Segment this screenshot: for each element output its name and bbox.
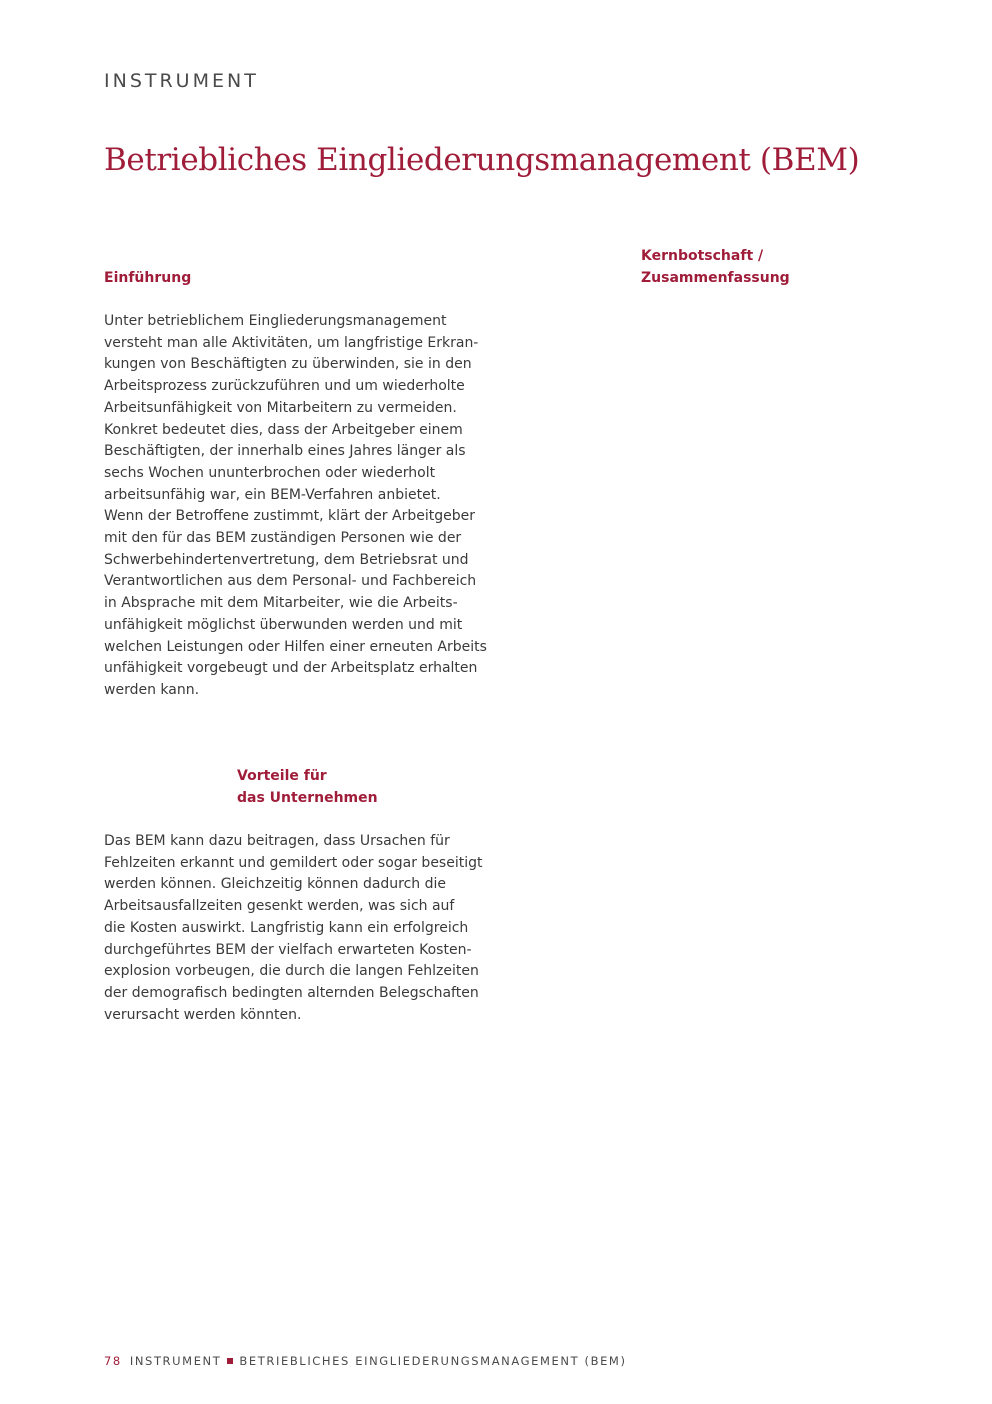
benefits-text-line: Das BEM kann dazu beitragen, dass Ursachen für xyxy=(104,833,450,849)
intro-text-line: unfähigkeit vorgebeugt und der Arbeitsplatz erhalten xyxy=(104,660,478,677)
intro-text-line: unfähigkeit möglichst überwunden werden und mit xyxy=(104,616,463,633)
core-message-heading-line: Kernbotschaft / xyxy=(641,248,764,264)
intro-text-line: Unter betrieblichem Eingliederungsmanagement xyxy=(104,313,447,329)
benefits-heading xyxy=(237,765,378,809)
intro-text-line: Beschäftigten, der innerhalb eines Jahres länger als xyxy=(104,443,466,460)
benefits-heading-line: das Unternehmen xyxy=(237,790,378,806)
benefits-text-line: werden können. Gleichzeitig können dadurch die xyxy=(104,876,447,893)
intro-heading: Einführung xyxy=(104,270,192,286)
section-label: INSTRUMENT xyxy=(104,70,259,92)
benefits-heading-line: Vorteile für xyxy=(237,768,327,784)
footer-title: BETRIEBLICHES EINGLIEDERUNGSMANAGEMENT (BEM) xyxy=(239,1354,627,1368)
benefits-text-line: der demografisch bedingten alternden Belegschaften xyxy=(104,984,479,1001)
benefits-text-line: Fehlzeiten erkannt und gemildert oder sogar beseitigt xyxy=(104,854,483,871)
benefits-text-line: Arbeitsausfallzeiten gesenkt werden, was sich auf xyxy=(104,898,455,915)
intro-text-line: versteht man alle Aktivitäten, um langfristige Erkran- xyxy=(104,334,479,351)
core-message-heading-line: Zusammenfassung xyxy=(641,270,790,286)
intro-text-line: mit den für das BEM zuständigen Personen wie der xyxy=(104,530,462,547)
intro-text-line: in Absprache mit dem Mitarbeiter, wie die Arbeits- xyxy=(104,595,458,612)
page-footer xyxy=(104,1354,627,1368)
footer-section: INSTRUMENT xyxy=(129,1354,222,1368)
intro-text-line: Konkret bedeutet dies, dass der Arbeitgeber einem xyxy=(104,421,463,438)
intro-text-line: werden kann. xyxy=(104,681,200,698)
intro-text-line: arbeitsunfähig war, ein BEM-Verfahren anbietet. xyxy=(104,486,441,503)
intro-text-line: Arbeitsunfähigkeit von Mitarbeitern zu vermeiden. xyxy=(104,399,457,416)
intro-text-line: welchen Leistungen oder Hilfen einer erneuten Arbeits xyxy=(104,638,487,655)
intro-text-line: sechs Wochen ununterbrochen oder wiederholt xyxy=(104,464,436,481)
benefits-paragraph xyxy=(104,831,482,1026)
page-number: 78 xyxy=(104,1354,122,1368)
footer-bullet-icon xyxy=(227,1358,233,1364)
intro-text-line: Arbeitsprozess zurückzuführen und um wiederholte xyxy=(104,378,465,395)
intro-text-line: Verantwortlichen aus dem Personal- und Fachbereich xyxy=(104,573,477,590)
benefits-text-line: explosion vorbeugen, die durch die langen Fehlzeiten xyxy=(104,963,479,980)
intro-text-line: kungen von Beschäftigten zu überwinden, sie in den xyxy=(104,356,472,373)
benefits-text-line: die Kosten auswirkt. Langfristig kann ein erfolgreich xyxy=(104,919,469,936)
benefits-text-line: durchgeführtes BEM der vielfach erwarteten Kosten- xyxy=(104,941,472,958)
benefits-text-line: verursacht werden könnten. xyxy=(104,1006,302,1023)
intro-paragraph xyxy=(104,311,487,702)
core-message-heading xyxy=(641,245,790,289)
page-title: Betriebliches Eingliederungsmanagement (BEM) xyxy=(104,142,860,178)
intro-text-line: Schwerbehindertenvertretung, dem Betriebsrat und xyxy=(104,551,469,568)
intro-text-line: Wenn der Betroffene zustimmt, klärt der Arbeitgeber xyxy=(104,508,475,525)
